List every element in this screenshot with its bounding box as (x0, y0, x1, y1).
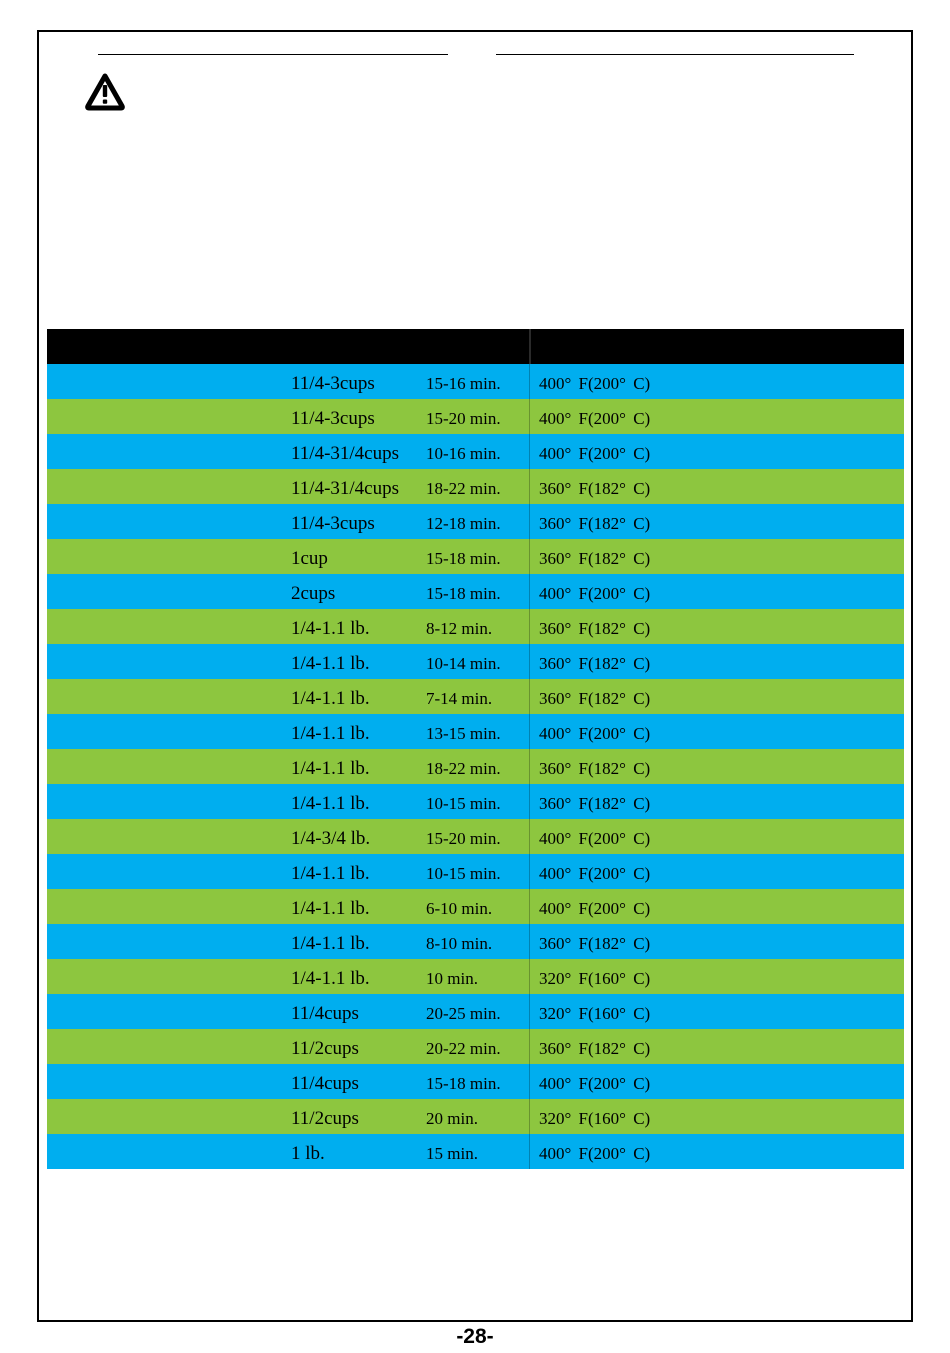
temperature-cell: 360° F(182° C) (539, 759, 651, 778)
column-divider (529, 609, 530, 644)
temperature-cell: 360° F(182° C) (539, 794, 651, 813)
cooking-chart-table (47, 329, 904, 1169)
column-divider (529, 434, 530, 469)
time-cell: 15 min. (426, 1144, 478, 1163)
temperature-cell: 400° F(200° C) (539, 724, 651, 743)
temperature-cell: 400° F(200° C) (539, 409, 651, 428)
time-cell: 18-22 min. (426, 759, 501, 778)
temperature-cell: 400° F(200° C) (539, 374, 651, 393)
quantity-cell: 1/4-1.1 lb. (291, 968, 370, 989)
column-divider (529, 1134, 530, 1169)
temperature-cell: 320° F(160° C) (539, 1109, 651, 1128)
table-row (47, 924, 904, 959)
quantity-cell: 11/4cups (291, 1003, 359, 1024)
column-divider (529, 399, 530, 434)
table-row (47, 1099, 904, 1134)
temperature-cell: 400° F(200° C) (539, 1074, 651, 1093)
temperature-cell: 360° F(182° C) (539, 514, 651, 533)
quantity-cell: 11/4-31/4cups (291, 478, 400, 499)
column-divider (529, 854, 530, 889)
column-divider (529, 679, 530, 714)
table-row (47, 574, 904, 609)
temperature-cell: 360° F(182° C) (539, 934, 651, 953)
quantity-cell: 1/4-1.1 lb. (291, 758, 370, 779)
column-divider (529, 644, 530, 679)
time-cell: 15-16 min. (426, 374, 501, 393)
column-divider (529, 1029, 530, 1064)
quantity-cell: 11/2cups (291, 1108, 359, 1129)
table-row (47, 609, 904, 644)
column-divider (529, 994, 530, 1029)
temperature-cell: 400° F(200° C) (539, 1144, 651, 1163)
table-row (47, 749, 904, 784)
table-row (47, 679, 904, 714)
table-row (47, 1134, 904, 1169)
quantity-cell: 1/4-1.1 lb. (291, 688, 370, 709)
table-row (47, 469, 904, 504)
table-row (47, 504, 904, 539)
quantity-cell: 11/4-3cups (291, 373, 375, 394)
quantity-cell: 1/4-1.1 lb. (291, 933, 370, 954)
table-row (47, 644, 904, 679)
temperature-cell: 400° F(200° C) (539, 829, 651, 848)
column-divider (529, 889, 530, 924)
quantity-cell: 1/4-3/4 lb. (291, 828, 371, 849)
column-divider (529, 539, 530, 574)
header-divider (529, 329, 531, 364)
column-divider (529, 574, 530, 609)
temperature-cell: 360° F(182° C) (539, 619, 651, 638)
quantity-cell: 11/4-3cups (291, 513, 375, 534)
time-cell: 10-15 min. (426, 864, 501, 883)
quantity-cell: 11/4-3cups (291, 408, 375, 429)
table-row (47, 1064, 904, 1099)
time-cell: 20-22 min. (426, 1039, 501, 1058)
table-row (47, 539, 904, 574)
time-cell: 8-12 min. (426, 619, 493, 638)
time-cell: 10-16 min. (426, 444, 501, 463)
time-cell: 15-18 min. (426, 1074, 501, 1093)
table-row (47, 364, 904, 399)
column-divider (529, 924, 530, 959)
table-row (47, 889, 904, 924)
temperature-cell: 400° F(200° C) (539, 899, 651, 918)
quantity-cell: 2cups (291, 583, 336, 604)
column-divider (529, 1099, 530, 1134)
time-cell: 20 min. (426, 1109, 478, 1128)
column-divider (529, 714, 530, 749)
column-divider (529, 749, 530, 784)
temperature-cell: 320° F(160° C) (539, 969, 651, 988)
column-divider (529, 959, 530, 994)
table-header (47, 329, 904, 364)
time-cell: 6-10 min. (426, 899, 493, 918)
quantity-cell: 11/4cups (291, 1073, 359, 1094)
column-divider (529, 784, 530, 819)
temperature-cell: 320° F(160° C) (539, 1004, 651, 1023)
time-cell: 15-20 min. (426, 409, 501, 428)
quantity-cell: 1 lb. (291, 1143, 325, 1164)
time-cell: 10-15 min. (426, 794, 501, 813)
time-cell: 15-18 min. (426, 584, 501, 603)
table-row (47, 854, 904, 889)
table-row (47, 819, 904, 854)
column-divider (529, 364, 530, 399)
quantity-cell: 1/4-1.1 lb. (291, 723, 370, 744)
page-number: -28- (456, 1325, 494, 1348)
temperature-cell: 400° F(200° C) (539, 444, 651, 463)
temperature-cell: 360° F(182° C) (539, 689, 651, 708)
quantity-cell: 11/4-31/4cups (291, 443, 400, 464)
temperature-cell: 360° F(182° C) (539, 549, 651, 568)
column-divider (529, 504, 530, 539)
time-cell: 8-10 min. (426, 934, 493, 953)
time-cell: 7-14 min. (426, 689, 493, 708)
temperature-cell: 400° F(200° C) (539, 584, 651, 603)
temperature-cell: 360° F(182° C) (539, 1039, 651, 1058)
time-cell: 12-18 min. (426, 514, 501, 533)
time-cell: 15-18 min. (426, 549, 501, 568)
quantity-cell: 1cup (291, 548, 328, 569)
time-cell: 10 min. (426, 969, 478, 988)
warning-triangle-icon (84, 72, 126, 112)
header-rule-right (496, 54, 854, 55)
column-divider (529, 819, 530, 854)
quantity-cell: 1/4-1.1 lb. (291, 793, 370, 814)
time-cell: 13-15 min. (426, 724, 501, 743)
table-row (47, 399, 904, 434)
time-cell: 15-20 min. (426, 829, 501, 848)
table-row (47, 434, 904, 469)
header-rule-left (98, 54, 448, 55)
quantity-cell: 1/4-1.1 lb. (291, 653, 370, 674)
table-row (47, 959, 904, 994)
temperature-cell: 360° F(182° C) (539, 479, 651, 498)
table-row (47, 994, 904, 1029)
table-row (47, 1029, 904, 1064)
table-row (47, 784, 904, 819)
quantity-cell: 1/4-1.1 lb. (291, 863, 370, 884)
table-body (47, 364, 904, 1169)
quantity-cell: 1/4-1.1 lb. (291, 618, 370, 639)
quantity-cell: 1/4-1.1 lb. (291, 898, 370, 919)
quantity-cell: 11/2cups (291, 1038, 359, 1059)
column-divider (529, 1064, 530, 1099)
column-divider (529, 469, 530, 504)
time-cell: 20-25 min. (426, 1004, 501, 1023)
time-cell: 10-14 min. (426, 654, 501, 673)
time-cell: 18-22 min. (426, 479, 501, 498)
temperature-cell: 360° F(182° C) (539, 654, 651, 673)
table-row (47, 714, 904, 749)
temperature-cell: 400° F(200° C) (539, 864, 651, 883)
